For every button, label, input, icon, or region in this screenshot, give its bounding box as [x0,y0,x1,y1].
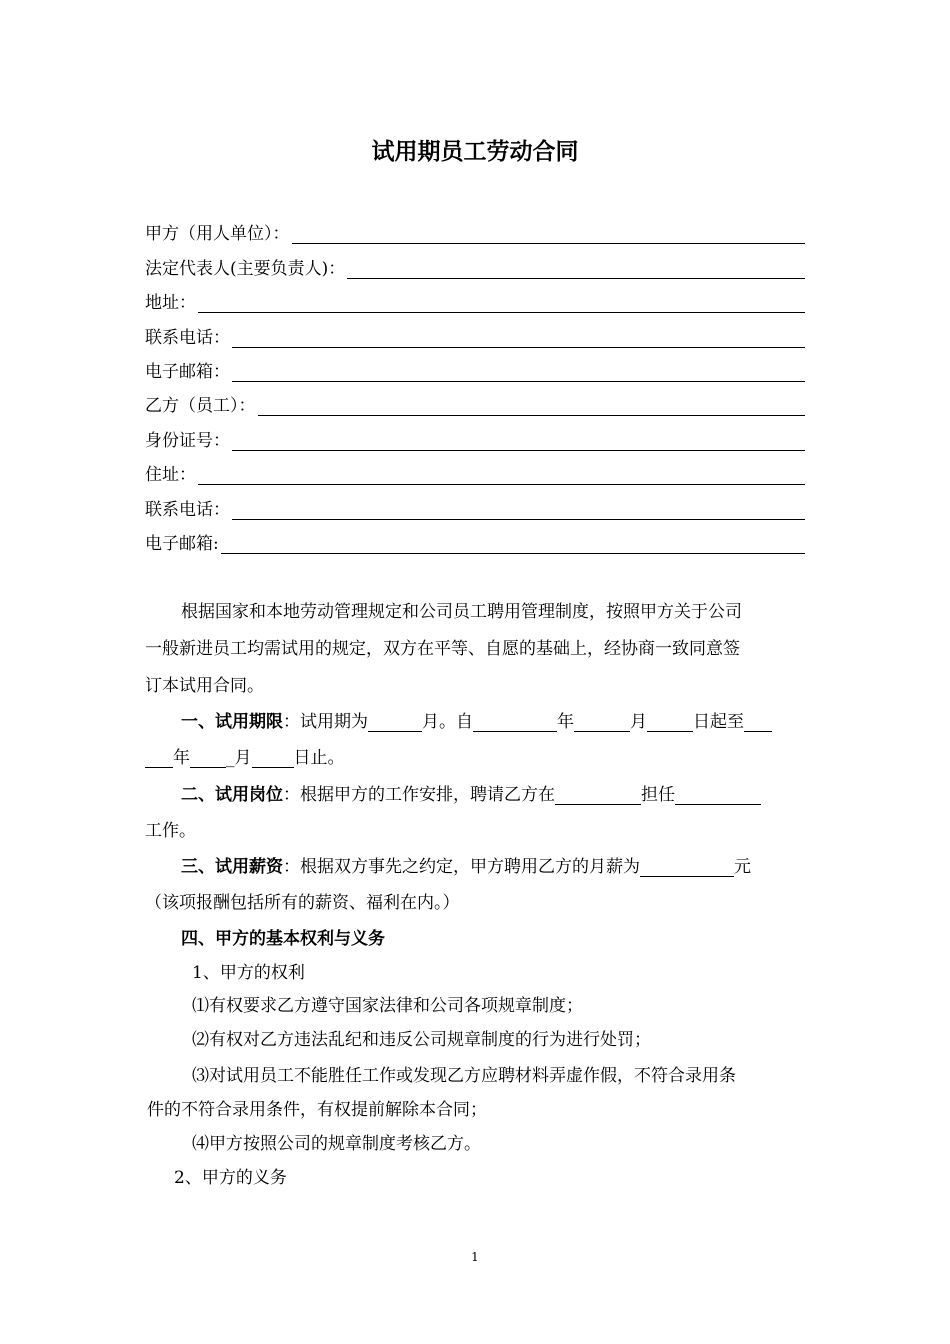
section-4-item-4: ⑷甲方按照公司的规章制度考核乙方。 [192,1134,481,1154]
position-blank[interactable] [675,786,761,805]
section-1-line-1 [181,712,772,732]
document-title: 试用期员工劳动合同 [371,139,579,165]
blank-line[interactable] [221,535,805,554]
field-label: 身份证号： [145,431,230,451]
party-a-phone-field[interactable] [145,324,805,348]
field-label: 联系电话： [145,328,230,348]
section-3-text: ：根据双方事先之约定，甲方聘用乙方的月薪为 [283,857,640,877]
intro-line-1: 根据国家和本地劳动管理规定和公司员工聘用管理制度，按照甲方关于公司 [181,602,742,622]
monthly-salary-blank[interactable] [640,858,734,877]
start-day-blank[interactable] [647,713,693,732]
section-4-item-3: ⑶对试用员工不能胜任工作或发现乙方应聘材料弄虚作假，不符合录用条 [192,1066,736,1086]
party-a-email-field[interactable] [145,358,805,382]
blank-line[interactable] [232,432,805,451]
section-4-item-3-cont: 件的不符合录用条件，有权提前解除本合同； [147,1100,487,1120]
section-1-text: 月。自 [422,712,473,732]
section-3-line-1 [181,857,751,877]
field-label: 法定代表人(主要负责人)： [145,259,346,279]
start-month-blank[interactable] [574,713,630,732]
section-1-line-2 [145,748,345,768]
section-1-text: ：试用期为 [283,712,368,732]
party-b-email-field[interactable] [145,530,805,554]
section-1-text: 年 [557,712,574,732]
section-3-text: 元 [734,857,751,877]
section-1-text: 年 [173,748,190,768]
section-4-sub-2: 2、甲方的义务 [174,1168,287,1188]
field-label: 联系电话： [145,500,230,520]
section-2-line-1 [181,785,761,805]
section-2-line-2: 工作。 [145,821,196,841]
probation-months-blank[interactable] [368,713,422,732]
party-b-name-field[interactable] [145,392,805,416]
blank-line[interactable] [347,260,805,279]
field-label: 地址： [145,293,196,313]
section-3-heading: 三、试用薪资 [181,857,283,877]
section-4-heading: 四、甲方的基本权利与义务 [181,929,385,949]
section-2-text: ：根据甲方的工作安排，聘请乙方在 [283,785,555,805]
end-month-blank[interactable] [190,749,226,768]
end-year-blank-cont[interactable] [145,749,173,768]
section-1-heading: 一、试用期限 [181,712,283,732]
party-a-name-field[interactable] [145,220,805,244]
section-1-text: 月 [630,712,647,732]
department-blank[interactable] [555,786,641,805]
party-a-address-field[interactable] [145,289,805,313]
page-number: 1 [471,1250,479,1264]
field-label: 电子邮箱: [145,534,219,554]
field-label: 乙方（员工）： [145,396,256,416]
start-year-blank[interactable] [473,713,557,732]
party-b-phone-field[interactable] [145,496,805,520]
section-4-sub-1: 1、甲方的权利 [192,963,305,983]
party-b-id-field[interactable] [145,427,805,451]
end-day-blank[interactable] [252,749,294,768]
intro-line-3: 订本试用合同。 [145,676,264,696]
legal-representative-field[interactable] [145,255,805,279]
blank-line[interactable] [198,466,805,485]
section-2-heading: 二、试用岗位 [181,785,283,805]
section-1-text: 日起至 [693,712,744,732]
blank-line[interactable] [198,294,805,313]
section-1-text: 日止。 [293,748,345,768]
section-3-line-2: （该项报酬包括所有的薪资、福利在内。） [145,893,460,913]
section-2-text: 担任 [641,785,675,805]
blank-line[interactable] [232,501,805,520]
blank-line[interactable] [258,397,806,416]
blank-line[interactable] [232,363,805,382]
section-4-item-2: ⑵有权对乙方违法乱纪和违反公司规章制度的行为进行处罚； [192,1030,651,1050]
blank-line[interactable] [232,329,805,348]
party-b-address-field[interactable] [145,461,805,485]
field-label: 甲方（用人单位）： [145,224,290,244]
end-year-blank[interactable] [744,713,772,732]
blank-line[interactable] [292,225,806,244]
section-4-item-1: ⑴有权要求乙方遵守国家法律和公司各项规章制度； [192,996,583,1016]
section-1-text: _月 [226,748,252,768]
field-label: 电子邮箱： [145,362,230,382]
field-label: 住址： [145,465,196,485]
intro-line-2: 一般新进员工均需试用的规定，双方在平等、自愿的基础上，经协商一致同意签 [145,639,740,659]
